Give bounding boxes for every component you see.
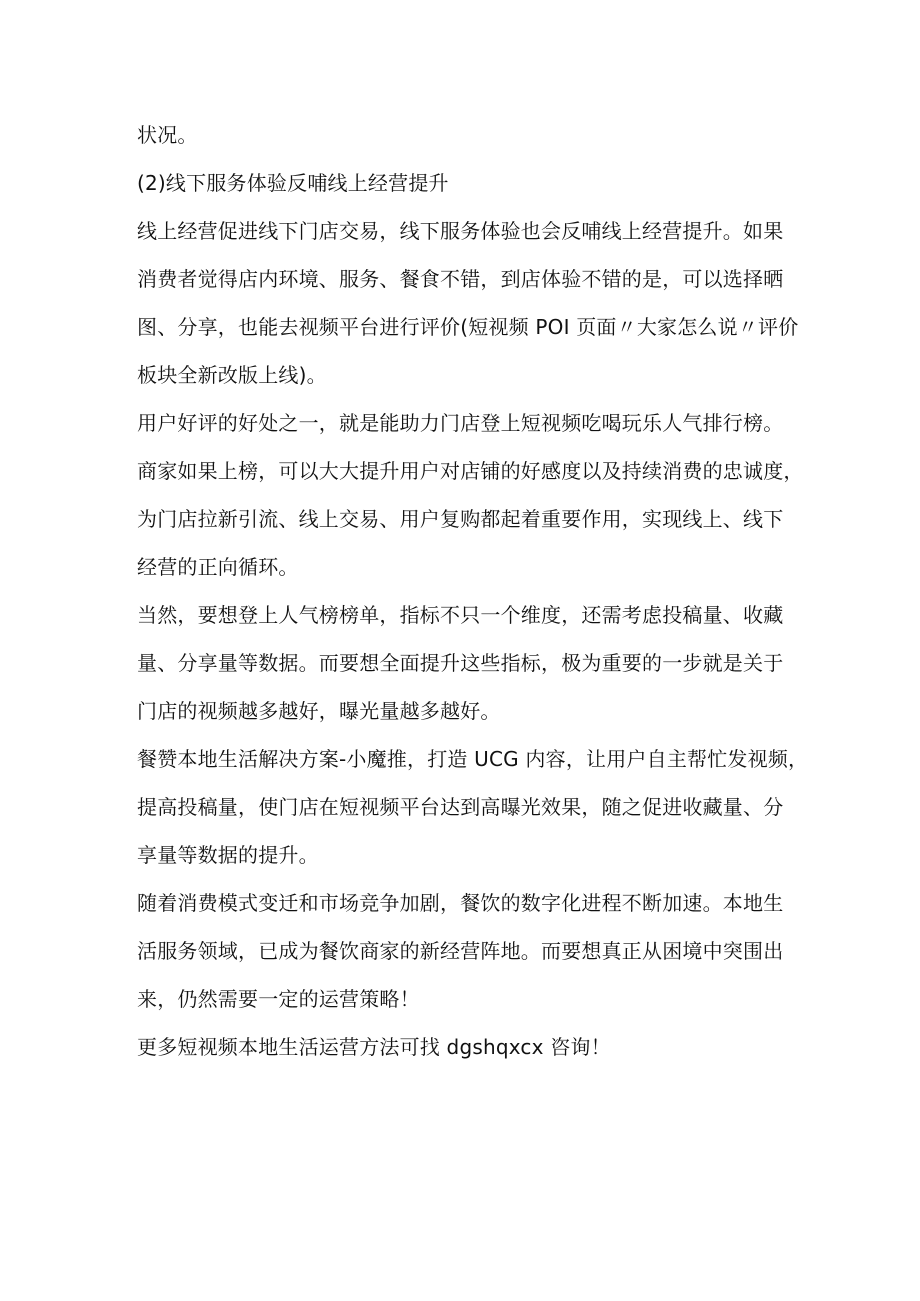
text-line: 享量等数据的提升。: [137, 843, 319, 867]
text-line: 活服务领域，已成为餐饮商家的新经营阵地。而要想真正从困境中突围出: [137, 939, 784, 963]
text-line: 线上经营促进线下门店交易，线下服务体验也会反哺线上经营提升。如果: [137, 219, 784, 243]
text-line: 消费者觉得店内环境、服务、餐食不错，到店体验不错的是，可以选择晒: [137, 267, 784, 291]
text-line: 量、分享量等数据。而要想全面提升这些指标，极为重要的一步就是关于: [137, 651, 784, 675]
text-line: 来，仍然需要一定的运营策略！: [137, 987, 420, 1011]
text-line: 为门店拉新引流、线上交易、用户复购都起着重要作用，实现线上、线下: [137, 507, 784, 531]
text-line: 提高投稿量，使门店在短视频平台达到高曝光效果，随之促进收藏量、分: [137, 795, 784, 819]
text-line: 更多短视频本地生活运营方法可找 dgshqxcx 咨询！: [137, 1035, 611, 1059]
text-line: 图、分享，也能去视频平台进行评价(短视频 POI 页面〃大家怎么说〃评价: [137, 315, 799, 339]
text-line: 商家如果上榜，可以大大提升用户对店铺的好感度以及持续消费的忠诚度，: [137, 459, 804, 483]
text-line: 门店的视频越多越好，曝光量越多越好。: [137, 699, 501, 723]
text-line: 状况。: [137, 123, 198, 147]
text-line: 随着消费模式变迁和市场竞争加剧，餐饮的数字化进程不断加速。本地生: [137, 891, 784, 915]
text-line: 经营的正向循环。: [137, 555, 299, 579]
text-line: 当然，要想登上人气榜榜单，指标不只一个维度，还需考虑投稿量、收藏: [137, 603, 784, 627]
text-line: 用户好评的好处之一，就是能助力门店登上短视频吃喝玩乐人气排行榜。: [137, 411, 784, 435]
text-line: 餐赞本地生活解决方案-小魔推，打造 UCG 内容，让用户自主帮忙发视频，: [137, 747, 809, 771]
document-body: [137, 111, 809, 1071]
section-heading: (2)线下服务体验反哺线上经营提升: [137, 171, 449, 195]
text-line: 板块全新改版上线)。: [137, 363, 327, 387]
